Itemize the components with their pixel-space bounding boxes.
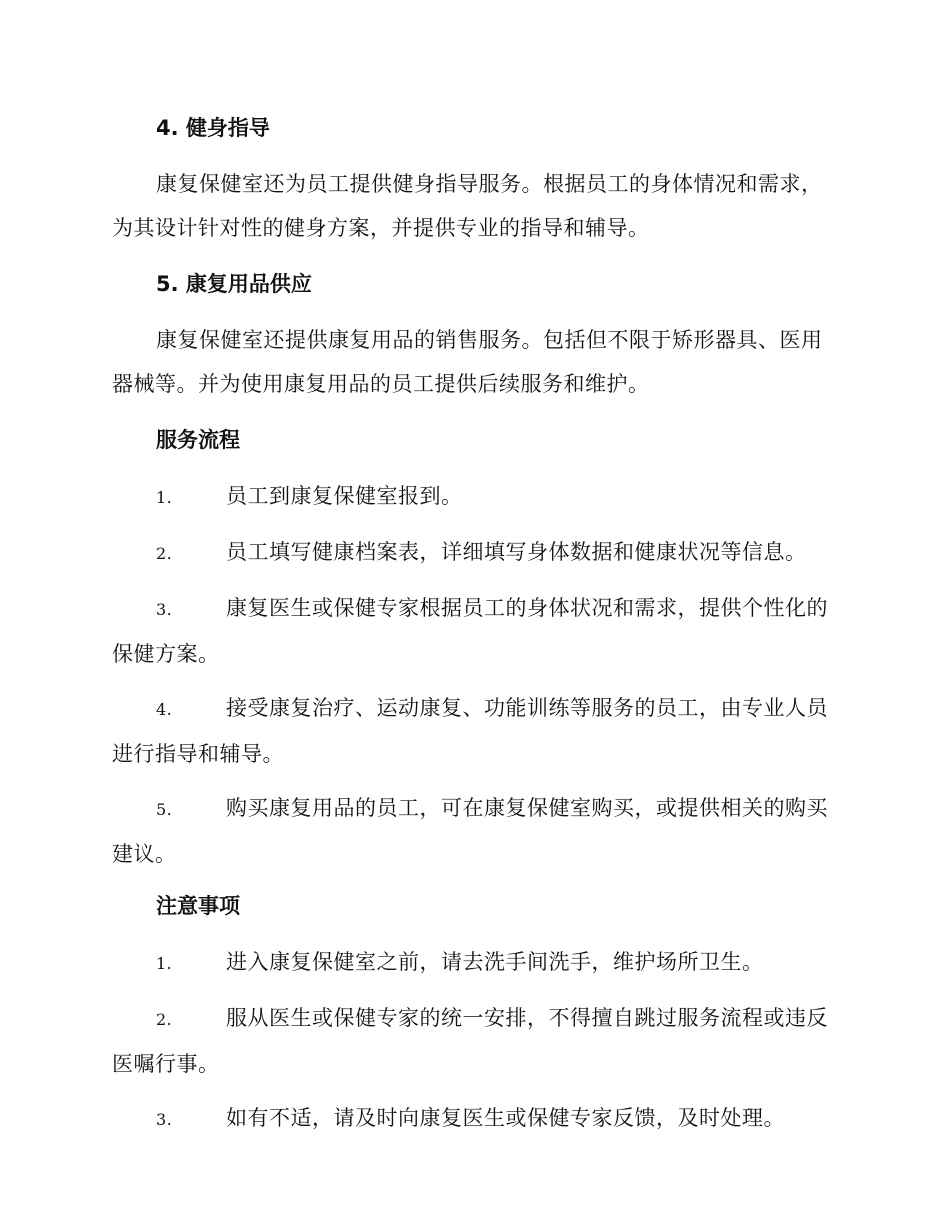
list-item-number: 3. <box>156 600 173 619</box>
list-item-number: 4. <box>156 700 173 719</box>
list-item-text: 购买康复用品的员工，可在康复保健室购买，或提供相关的购买建议。 <box>112 796 828 866</box>
list-item-number: 2. <box>156 1010 173 1029</box>
list-item-number: 5. <box>156 800 173 819</box>
section-paragraph-supplies: 康复保健室还提供康复用品的销售服务。包括但不限于矫形器具、医用器械等。并为使用康复用品的员工提供后续服务和维护。 <box>112 328 823 396</box>
list-item-number: 1. <box>156 488 173 507</box>
process-list-item <box>112 786 834 876</box>
notes-list-item <box>112 940 834 986</box>
process-list-item <box>112 474 834 520</box>
process-list-item <box>112 686 834 776</box>
process-heading: 服务流程 <box>156 428 240 452</box>
list-item-number: 2. <box>156 544 173 563</box>
section-heading-fitness: 4. 健身指导 <box>156 116 270 140</box>
list-item-text: 如有不适，请及时向康复医生或保健专家反馈，及时处理。 <box>226 1106 785 1130</box>
list-item-number: 1. <box>156 954 173 973</box>
notes-list-item <box>112 996 834 1086</box>
section-paragraph-fitness: 康复保健室还为员工提供健身指导服务。根据员工的身体情况和需求，为其设计针对性的健身方案，并提供专业的指导和辅导。 <box>112 172 823 240</box>
list-item-text: 康复医生或保健专家根据员工的身体状况和需求，提供个性化的保健方案。 <box>112 596 828 666</box>
document-body <box>112 108 834 1152</box>
list-item-text: 员工填写健康档案表，详细填写身体数据和健康状况等信息。 <box>226 540 807 564</box>
list-item-text: 进入康复保健室之前，请去洗手间洗手，维护场所卫生。 <box>226 950 764 974</box>
notes-heading: 注意事项 <box>156 894 240 918</box>
process-list-item <box>112 586 834 676</box>
section-heading-supplies: 5. 康复用品供应 <box>156 272 312 296</box>
process-list-item <box>112 530 834 576</box>
list-item-text: 员工到康复保健室报到。 <box>226 484 463 508</box>
list-item-text: 服从医生或保健专家的统一安排，不得擅自跳过服务流程或违反医嘱行事。 <box>112 1006 828 1076</box>
list-item-text: 接受康复治疗、运动康复、功能训练等服务的员工，由专业人员进行指导和辅导。 <box>112 696 828 766</box>
notes-list-item <box>112 1096 834 1142</box>
list-item-number: 3. <box>156 1110 173 1129</box>
